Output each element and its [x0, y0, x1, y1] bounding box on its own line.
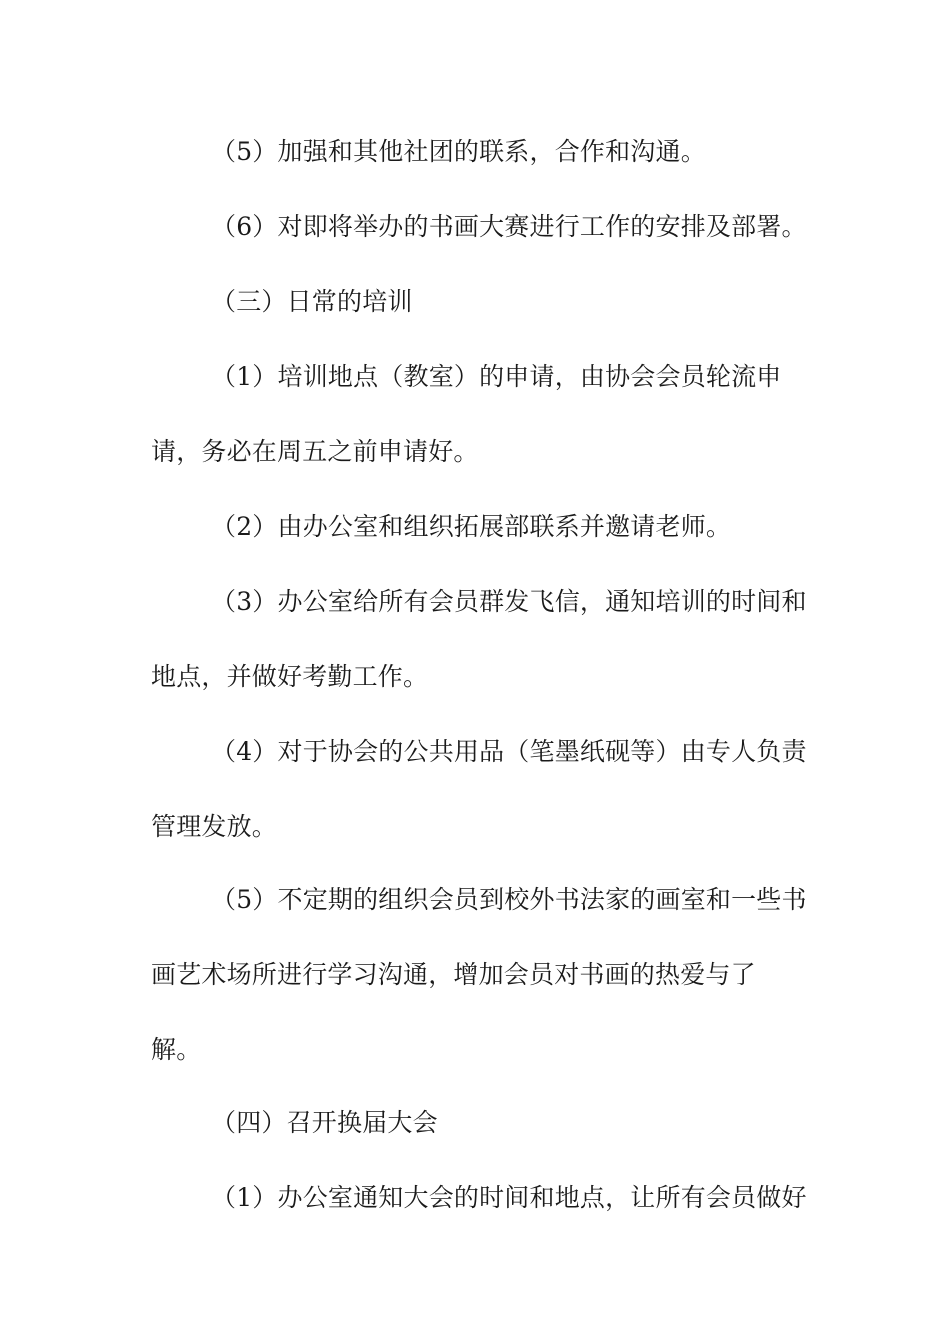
- paragraph-line: （5）加强和其他社团的联系，合作和沟通。: [211, 137, 706, 166]
- paragraph-line: （1）办公室通知大会的时间和地点，让所有会员做好: [211, 1183, 807, 1212]
- paragraph-line: （5）不定期的组织会员到校外书法家的画室和一些书: [211, 885, 807, 914]
- paragraph-line: （1）培训地点（教室）的申请，由协会会员轮流申: [211, 362, 782, 391]
- section-heading: （四）召开换届大会: [211, 1108, 438, 1137]
- paragraph-line: 管理发放。: [151, 812, 278, 841]
- paragraph-line: （3）办公室给所有会员群发飞信，通知培训的时间和: [211, 587, 807, 616]
- paragraph-line: 地点，并做好考勤工作。: [151, 662, 429, 691]
- paragraph-line: （4）对于协会的公共用品（笔墨纸砚等）由专人负责: [211, 737, 807, 766]
- paragraph-line: 解。: [151, 1035, 202, 1064]
- paragraph-line: 画艺术场所进行学习沟通，增加会员对书画的热爱与了: [151, 960, 756, 989]
- paragraph-line: 请，务必在周五之前申请好。: [151, 437, 479, 466]
- section-heading: （三）日常的培训: [211, 287, 413, 316]
- paragraph-line: （2）由办公室和组织拓展部联系并邀请老师。: [211, 512, 732, 541]
- paragraph-line: （6）对即将举办的书画大赛进行工作的安排及部署。: [211, 212, 807, 241]
